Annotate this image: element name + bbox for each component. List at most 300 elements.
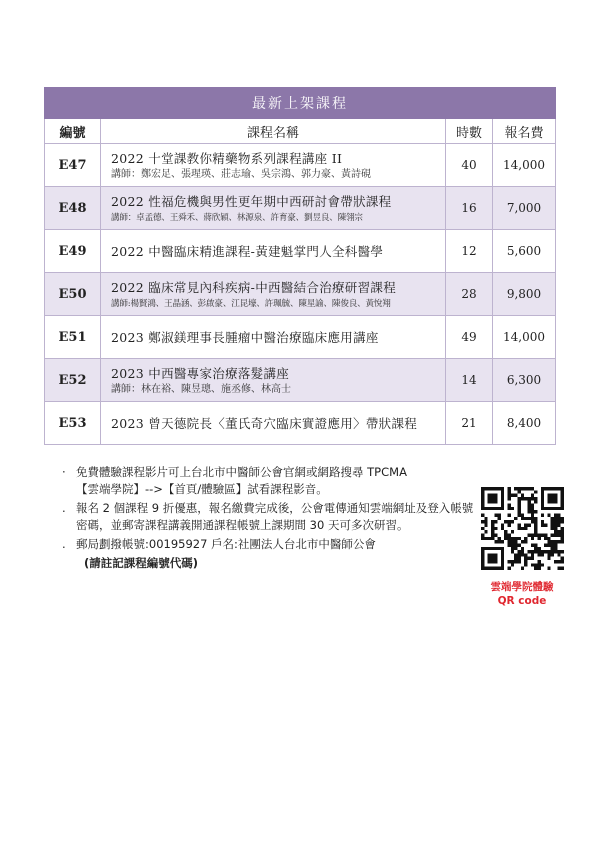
course-title: 2023 中西醫專家治療落髮講座 [111,365,290,381]
qr-module [501,527,504,530]
qr-module [521,497,524,500]
qr-module [524,560,527,563]
course-code: E47 [45,144,101,187]
qr-module [508,567,511,570]
qr-module [534,550,537,553]
course-hours: 28 [446,273,493,316]
qr-module [511,543,514,546]
qr-module [551,533,554,536]
qr-module [501,504,504,507]
qr-module [484,520,487,523]
qr-module [537,567,540,570]
qr-module [554,494,557,497]
course-title: 2023 鄭淑鎂理事長腫瘤中醫治療臨床應用講座 [111,329,379,345]
qr-module [551,500,554,503]
note-marker: ‧ [62,465,66,479]
qr-module [527,524,530,527]
qr-module [534,510,537,513]
qr-module [518,500,521,503]
qr-module [481,547,484,550]
qr-module [511,494,514,497]
course-hours: 49 [446,316,493,359]
qr-module [488,494,491,497]
qr-module [527,550,530,553]
course-fee: 14,000 [493,316,556,359]
qr-module [491,560,494,563]
qr-module [494,557,497,560]
qr-module [537,533,540,536]
qr-module [527,487,530,490]
qr-module [481,514,484,517]
course-name-cell [101,359,446,402]
qr-module [524,553,527,556]
qr-module [508,490,511,493]
qr-module [504,537,507,540]
qr-module [488,500,491,503]
course-table [44,87,556,445]
qr-caption-line2: QR code [497,595,547,607]
qr-module [531,553,534,556]
qr-module [531,537,534,540]
qr-module [554,507,557,510]
qr-module [521,553,524,556]
qr-module [561,533,564,536]
qr-module [561,504,564,507]
qr-module [488,560,491,563]
qr-module [491,547,494,550]
qr-module [527,504,530,507]
course-code: E49 [45,230,101,273]
qr-module [514,537,517,540]
qr-module [488,553,491,556]
qr-module [544,543,547,546]
qr-module [561,540,564,543]
qr-module [531,533,534,536]
qr-module [541,520,544,523]
header-name: 課程名稱 [101,119,446,144]
qr-module [534,524,537,527]
qr-module [501,497,504,500]
course-hours: 16 [446,187,493,230]
qr-module [491,524,494,527]
qr-module [481,557,484,560]
qr-module [514,543,517,546]
qr-module [547,487,550,490]
qr-module [498,540,501,543]
qr-module [481,520,484,523]
qr-module [491,533,494,536]
qr-module [541,500,544,503]
qr-module [501,494,504,497]
qr-module [541,553,544,556]
qr-module [498,517,501,520]
qr-module [551,547,554,550]
qr-module [541,514,544,517]
qr-module [537,537,540,540]
qr-module [554,500,557,503]
qr-module [521,514,524,517]
qr-module [501,540,504,543]
qr-module [534,527,537,530]
qr-module [494,560,497,563]
qr-module [518,560,521,563]
qr-module [494,507,497,510]
course-title: 2022 臨床常見內科疾病-中西醫結合治療研習課程 [111,279,397,295]
qr-module [484,530,487,533]
qr-module [514,540,517,543]
qr-module [491,527,494,530]
course-name-cell [101,402,446,445]
qr-module [501,507,504,510]
course-hours: 40 [446,144,493,187]
qr-module [508,543,511,546]
qr-module [561,494,564,497]
qr-module [518,557,521,560]
qr-module [491,487,494,490]
qr-module [498,547,501,550]
qr-module [544,537,547,540]
qr-module [518,527,521,530]
qr-module [521,547,524,550]
qr-module [494,500,497,503]
qr-module [481,527,484,530]
qr-module [541,494,544,497]
qr-module [537,560,540,563]
qr-module [511,520,514,523]
qr-module [494,533,497,536]
qr-module [501,560,504,563]
qr-module [534,567,537,570]
note-free-trial [62,464,482,498]
qr-module [551,517,554,520]
qr-module [508,487,511,490]
qr-module [534,520,537,523]
qr-module [534,497,537,500]
qr-module [531,550,534,553]
course-fee: 5,600 [493,230,556,273]
qr-module [561,557,564,560]
qr-module [501,487,504,490]
qr-module [551,527,554,530]
qr-module [521,494,524,497]
qr-module [547,550,550,553]
qr-module [494,494,497,497]
qr-module [494,487,497,490]
qr-module [531,514,534,517]
qr-module [491,507,494,510]
qr-module [531,504,534,507]
qr-module [561,550,564,553]
qr-module [531,520,534,523]
course-code: E53 [45,402,101,445]
qr-module [518,490,521,493]
course-fee: 8,400 [493,402,556,445]
qr-module [561,500,564,503]
qr-module [488,547,491,550]
qr-module [508,540,511,543]
qr-module [551,494,554,497]
course-title: 2022 性福危機與男性更年期中西研討會帶狀課程 [111,193,392,209]
header-fee: 報名費 [493,119,556,144]
qr-module [521,517,524,520]
qr-module [521,550,524,553]
qr-module [524,517,527,520]
course-instructors: 講師:楊賢鴻、王晶涵、彭啟豪、江昆壕、許珮毓、陳星諭、陳俊良、黃悅翔 [111,298,391,309]
qr-module [518,537,521,540]
qr-module [547,543,550,546]
course-fee: 9,800 [493,273,556,316]
qr-module [501,547,504,550]
qr-module [481,487,484,490]
qr-module [484,547,487,550]
qr-module [524,487,527,490]
qr-module [504,533,507,536]
qr-module [524,524,527,527]
qr-module [518,497,521,500]
qr-module [508,507,511,510]
qr-module [551,553,554,556]
course-fee: 7,000 [493,187,556,230]
qr-module [531,510,534,513]
qr-module [537,550,540,553]
qr-module [544,533,547,536]
qr-module [494,567,497,570]
qr-module [511,537,514,540]
course-fee: 14,000 [493,144,556,187]
qr-module [494,547,497,550]
qr-module [557,517,560,520]
qr-module [514,547,517,550]
course-title: 2023 曾天德院長〈董氏奇穴臨床實證應用〉帶狀課程 [111,415,418,431]
qr-module [544,507,547,510]
qr-module [518,507,521,510]
qr-module [561,520,564,523]
qr-module [518,504,521,507]
qr-module [551,520,554,523]
note-line: 【雲端學院】-->【首頁/體驗區】試看課程影音。 [76,482,328,496]
qr-module [498,514,501,517]
qr-module [511,563,514,566]
qr-module [554,533,557,536]
qr-module [554,514,557,517]
qr-module [534,517,537,520]
qr-module [488,487,491,490]
qr-module [511,507,514,510]
course-code: E50 [45,273,101,316]
qr-module [537,553,540,556]
qr-module [527,500,530,503]
qr-module [544,487,547,490]
qr-module [534,490,537,493]
qr-module [488,497,491,500]
qr-module [491,520,494,523]
qr-module [554,540,557,543]
qr-module [531,563,534,566]
qr-module [534,563,537,566]
qr-module [537,547,540,550]
qr-module [481,504,484,507]
qr-module [494,497,497,500]
course-name-cell [101,144,446,187]
qr-module [518,543,521,546]
qr-module [481,500,484,503]
qr-module [484,567,487,570]
qr-module [494,520,497,523]
qr-module [554,524,557,527]
course-row-e53 [45,402,556,445]
qr-module [501,557,504,560]
qr-module [557,567,560,570]
qr-module [494,540,497,543]
course-title: 2022 十堂課教你精藥物系列課程講座 II [111,150,343,166]
qr-module [494,553,497,556]
qr-module [554,530,557,533]
qr-module [561,567,564,570]
qr-module [481,553,484,556]
qr-module [484,524,487,527]
qr-module [531,497,534,500]
qr-module [547,540,550,543]
qr-module [534,543,537,546]
qr-module [531,494,534,497]
qr-code-icon[interactable] [481,487,564,570]
qr-module [488,507,491,510]
course-row-e49 [45,230,556,273]
course-code: E51 [45,316,101,359]
qr-module [531,557,534,560]
qr-module [534,500,537,503]
qr-module [544,524,547,527]
qr-module [521,540,524,543]
qr-module [488,567,491,570]
qr-module [541,504,544,507]
qr-module [561,490,564,493]
qr-module [481,567,484,570]
qr-module [508,524,511,527]
course-name-cell [101,230,446,273]
qr-module [541,497,544,500]
course-instructors: 講師：林在裕、陳昱璁、施丞修、林高士 [111,383,291,395]
qr-module [484,487,487,490]
note-discount [62,500,482,534]
qr-module [501,563,504,566]
qr-module [504,520,507,523]
qr-module [547,537,550,540]
qr-module [524,527,527,530]
qr-module [481,490,484,493]
qr-module [557,524,560,527]
course-title: 2022 中醫臨床精進課程-黃建魁掌門人全科醫學 [111,243,384,259]
qr-module [494,514,497,517]
qr-module [508,494,511,497]
note-line: 免費體驗課程影片可上台北市中醫師公會官網或網路搜尋 TPCMA [76,465,407,479]
note-payment [62,536,482,553]
qr-module [518,514,521,517]
qr-module [534,530,537,533]
course-hours: 21 [446,402,493,445]
qr-module [481,560,484,563]
qr-module [491,553,494,556]
qr-module [498,507,501,510]
qr-module [557,487,560,490]
course-instructors: 講師：卓孟德、王舜禾、蔣欣穎、林源泉、許育豪、劉昱良、陳翎宗 [111,212,363,223]
course-hours: 14 [446,359,493,402]
qr-module [557,533,560,536]
qr-module [508,533,511,536]
qr-module [514,517,517,520]
note-remark [62,555,482,572]
qr-module [481,537,484,540]
qr-module [508,520,511,523]
qr-module [534,547,537,550]
qr-module [554,497,557,500]
qr-module [481,550,484,553]
qr-caption-line1: 雲端學院體驗 [490,581,554,593]
course-row-e48 [45,187,556,230]
qr-module [527,510,530,513]
qr-module [531,517,534,520]
qr-module [491,537,494,540]
qr-module [501,490,504,493]
course-name-cell [101,187,446,230]
qr-module [491,557,494,560]
qr-module [524,497,527,500]
qr-module [547,507,550,510]
qr-module [541,533,544,536]
qr-module [547,553,550,556]
qr-module [501,500,504,503]
qr-module [511,550,514,553]
qr-module [521,487,524,490]
qr-module [527,533,530,536]
qr-module [481,507,484,510]
qr-module [551,550,554,553]
qr-module [481,494,484,497]
qr-module [518,510,521,513]
qr-module [481,497,484,500]
course-code: E48 [45,187,101,230]
qr-module [554,560,557,563]
qr-module [541,524,544,527]
qr-module [514,560,517,563]
qr-module [561,487,564,490]
course-name-cell [101,273,446,316]
qr-module [557,530,560,533]
course-fee: 6,300 [493,359,556,402]
qr-module [557,514,560,517]
qr-module [561,497,564,500]
qr-module [547,497,550,500]
course-row-e51 [45,316,556,359]
qr-module [551,540,554,543]
qr-module [531,543,534,546]
qr-module [481,533,484,536]
course-code: E52 [45,359,101,402]
qr-module [547,514,550,517]
qr-module [491,494,494,497]
qr-module [561,560,564,563]
qr-module [547,500,550,503]
table-title: 最新上架課程 [45,88,556,119]
qr-module [557,540,560,543]
qr-module [501,553,504,556]
qr-module [527,497,530,500]
qr-module [551,524,554,527]
table-header-row [45,119,556,144]
qr-module [501,524,504,527]
qr-module [551,507,554,510]
qr-module [508,504,511,507]
